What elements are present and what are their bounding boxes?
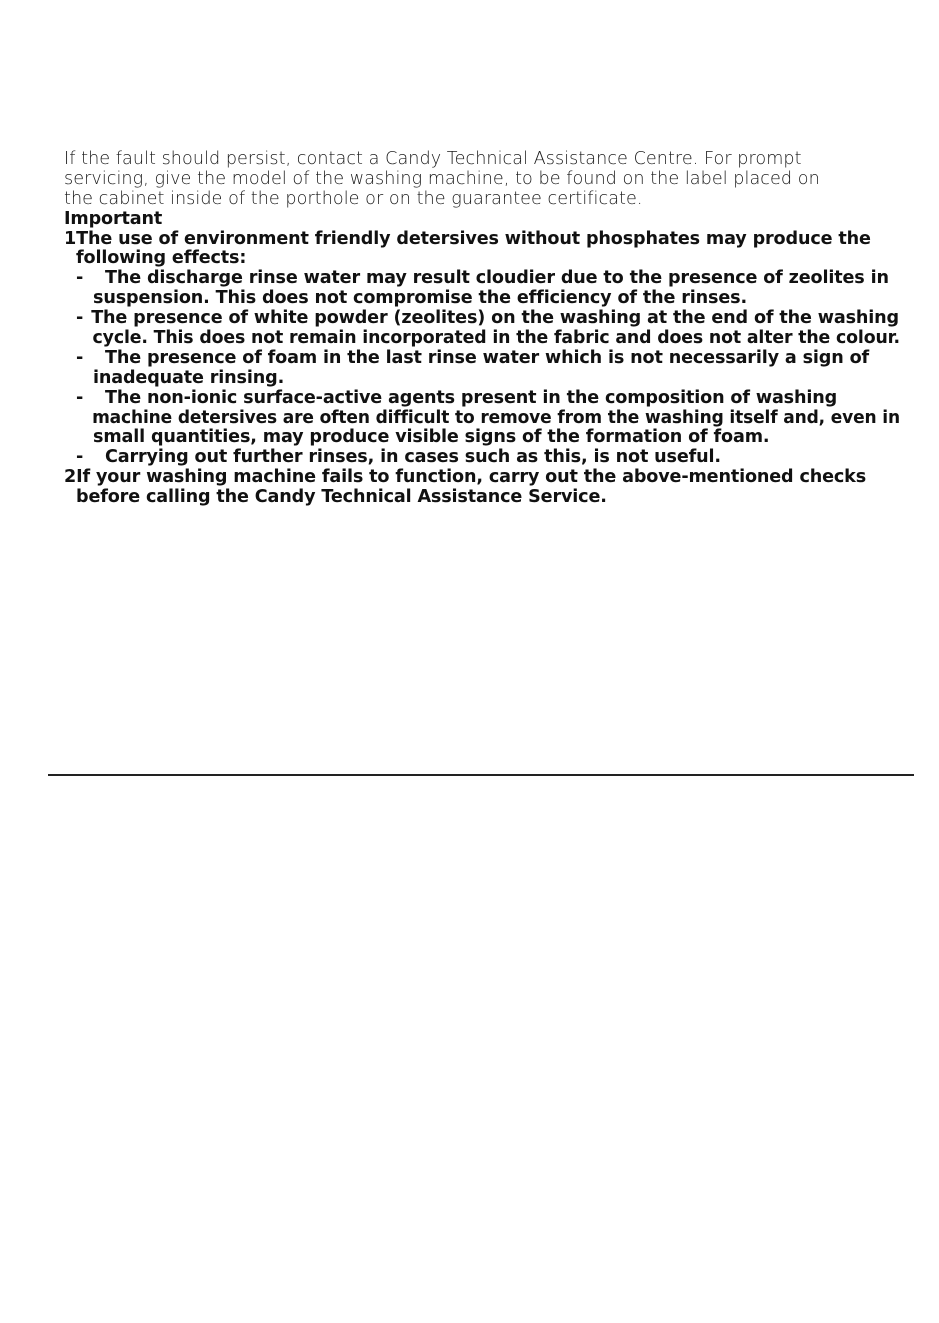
item-text: before calling the Candy Technical Assistance Service. bbox=[76, 487, 607, 508]
bullet-text: The presence of foam in the last rinse water which is not necessarily a sign of bbox=[105, 347, 870, 368]
intro-line: servicing, give the model of the washing machine, to be found on the label placed on bbox=[64, 168, 820, 189]
bullet-first-line bbox=[64, 389, 899, 409]
dash-marker: - bbox=[76, 387, 84, 408]
bullet-item bbox=[64, 269, 899, 309]
intro-line: If the fault should persist, contact a Candy Technical Assistance Centre. For prompt bbox=[64, 149, 802, 169]
bullet-first-line bbox=[64, 349, 899, 369]
bullet-text: suspension. This does not compromise the efficiency of the rinses. bbox=[93, 288, 748, 309]
bullet-first-line bbox=[64, 309, 899, 329]
bullet-item bbox=[64, 349, 899, 389]
item-text: following effects: bbox=[76, 248, 247, 269]
bullet-first-line bbox=[64, 269, 899, 289]
bullet-text: The presence of white powder (zeolites) on the washing at the end of the washing bbox=[91, 308, 899, 329]
bullet-item bbox=[64, 448, 899, 468]
bullet-first-line bbox=[64, 448, 899, 468]
dash-marker: - bbox=[76, 268, 84, 289]
bullet-item bbox=[64, 389, 899, 449]
bullet-text: small quantities, may produce visible signs of the formation of foam. bbox=[93, 427, 770, 448]
dash-marker: - bbox=[76, 347, 84, 368]
item-number: 2 bbox=[64, 467, 77, 488]
item-number: 1 bbox=[64, 228, 77, 249]
bullet-text: The discharge rinse water may result cloudier due to the presence of zeolites in bbox=[105, 268, 889, 289]
dash-marker: - bbox=[76, 308, 84, 329]
item-text: The use of environment friendly detersives without phosphates may produce the bbox=[76, 228, 871, 249]
item-2-first-line bbox=[64, 468, 899, 488]
numbered-item-2 bbox=[64, 468, 899, 508]
bullet-text: machine detersives are often difficult to remove from the washing itself and, even in bbox=[92, 407, 900, 428]
intro-line: the cabinet inside of the porthole or on the guarantee certificate. bbox=[64, 188, 643, 209]
bullet-item bbox=[64, 309, 899, 349]
important-heading: Important bbox=[64, 208, 163, 229]
bullet-text: inadequate rinsing. bbox=[93, 367, 285, 388]
bullet-text: The non-ionic surface-active agents present in the composition of washing bbox=[105, 387, 838, 408]
dash-marker: - bbox=[76, 447, 84, 468]
troubleshooting-text bbox=[64, 150, 899, 508]
bullet-text: Carrying out further rinses, in cases such as this, is not useful. bbox=[105, 447, 721, 468]
numbered-item-1 bbox=[64, 230, 899, 469]
item-1-first-line bbox=[64, 230, 899, 250]
intro-paragraph bbox=[64, 150, 899, 210]
bullet-text: cycle. This does not remain incorporated in the fabric and does not alter the colour. bbox=[92, 328, 900, 349]
horizontal-divider bbox=[48, 774, 914, 776]
item-text: If your washing machine fails to function, carry out the above-mentioned checks bbox=[76, 467, 867, 488]
